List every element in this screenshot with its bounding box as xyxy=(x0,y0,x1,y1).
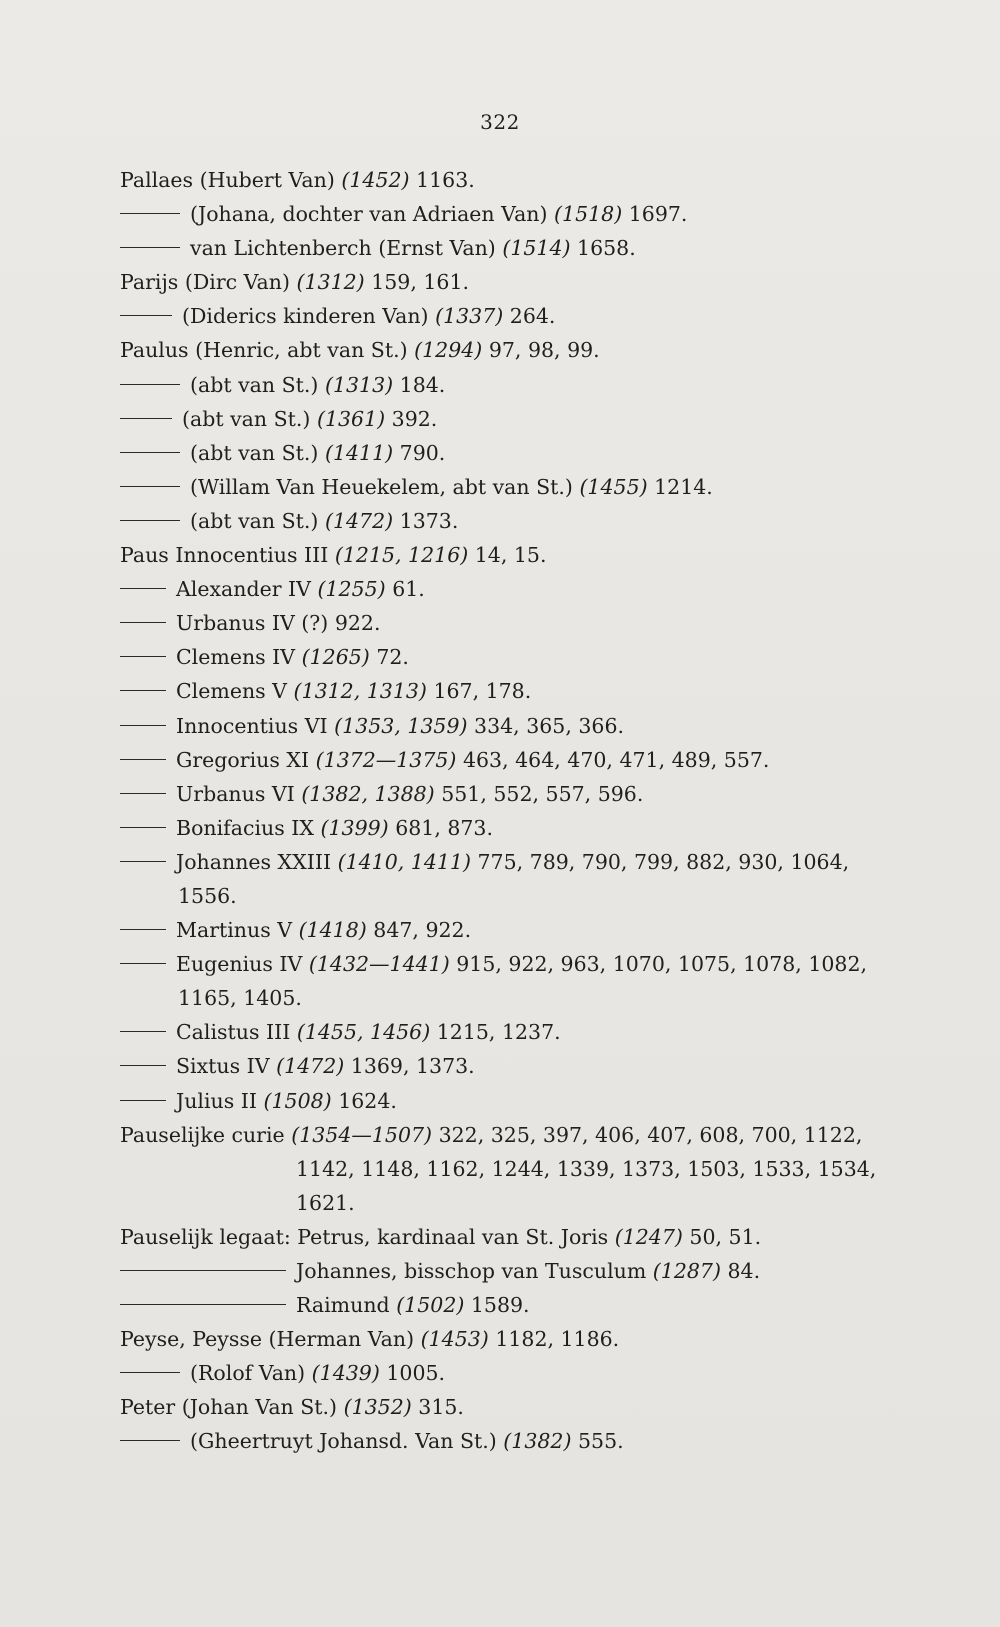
entry-name: Paus Innocentius III xyxy=(120,543,329,568)
entry-year: (1418) xyxy=(298,918,367,943)
entry-references: 915, 922, 963, 1070, 1075, 1078, 1082, xyxy=(456,952,868,977)
entry-references: 551, 552, 557, 596. xyxy=(441,781,644,806)
entry-name: Clemens V xyxy=(176,679,287,704)
entry-year: (1455, 1456) xyxy=(296,1020,431,1045)
entry-name: Peyse, Peysse (Herman Van) xyxy=(120,1327,415,1352)
entry-name: Parijs (Dirc Van) xyxy=(120,270,290,295)
index-entry xyxy=(120,1015,890,1049)
entry-year: (1215, 1216) xyxy=(334,543,469,568)
entry-year: (1313) xyxy=(324,372,394,397)
index-entry xyxy=(120,402,890,436)
entry-references-continued: 1142, 1148, 1162, 1244, 1339, 1373, 1503, 1533, 1534, xyxy=(296,1156,877,1181)
entry-references: 1658. xyxy=(577,236,636,261)
entry-references: 922. xyxy=(334,611,381,636)
entry-references: 1215, 1237. xyxy=(436,1020,561,1045)
index-entry xyxy=(120,1390,890,1424)
entry-references: 167, 178. xyxy=(433,679,532,704)
entry-references: 555. xyxy=(577,1429,624,1454)
entry-name: Raimund xyxy=(296,1293,390,1318)
repeat-dash xyxy=(120,690,166,691)
entry-references: 264. xyxy=(509,304,556,329)
entry-name: Calistus III xyxy=(176,1020,291,1045)
repeat-dash xyxy=(120,1100,166,1101)
entry-references: 72. xyxy=(376,645,409,670)
entry-year: (1399) xyxy=(320,815,389,840)
repeat-dash xyxy=(120,963,166,964)
entry-name: Peter (Johan Van St.) xyxy=(120,1395,338,1420)
entry-references: 1163. xyxy=(416,168,475,192)
repeat-dash xyxy=(120,315,172,316)
entry-references: 463, 464, 470, 471, 489, 557. xyxy=(462,747,770,772)
entry-year: (1382) xyxy=(503,1429,572,1454)
index-entry xyxy=(120,640,890,674)
entry-year: (1312, 1313) xyxy=(293,679,427,704)
entry-year: (1255) xyxy=(317,577,386,602)
entry-year: (1382, 1388) xyxy=(301,781,435,806)
repeat-dash xyxy=(120,759,166,760)
entry-name: (abt van St.) xyxy=(190,508,319,533)
entry-references: 790. xyxy=(399,440,446,465)
repeat-dash xyxy=(120,1304,286,1305)
entry-year: (1439) xyxy=(311,1361,380,1386)
entry-name: van Lichtenberch (Ernst Van) xyxy=(190,236,496,261)
repeat-dash xyxy=(120,1270,286,1271)
index-entry xyxy=(120,674,890,708)
entry-year: (1432—1441) xyxy=(308,952,450,977)
entry-year: (1247) xyxy=(614,1224,683,1249)
entry-references: 1589. xyxy=(470,1293,530,1318)
entry-year: (1518) xyxy=(554,202,623,227)
entry-name: (Willam Van Heuekelem, abt van St.) xyxy=(190,474,573,499)
entry-year: (1312) xyxy=(296,270,365,295)
entry-references: 392. xyxy=(391,406,438,431)
repeat-dash xyxy=(120,418,172,419)
index-entry xyxy=(120,572,890,606)
entry-references: 84. xyxy=(727,1259,761,1283)
entry-year: (1294) xyxy=(414,338,483,363)
index-entry xyxy=(120,845,890,913)
index-entry xyxy=(120,1424,890,1458)
entry-name: (Johana, dochter van Adriaen Van) xyxy=(190,202,548,227)
entry-references: 1182, 1186. xyxy=(495,1327,620,1352)
entry-name: Alexander IV xyxy=(176,577,311,602)
index-entry xyxy=(120,1118,890,1220)
index-entry xyxy=(120,1356,890,1390)
entry-name: Innocentius VI xyxy=(176,713,328,738)
entry-year: (1502) xyxy=(396,1293,465,1318)
entry-name: Eugenius IV xyxy=(176,952,303,977)
entry-year: (1352) xyxy=(343,1395,412,1420)
entry-references: 775, 789, 790, 799, 882, 930, 1064, xyxy=(477,849,850,874)
repeat-dash xyxy=(120,656,166,657)
entry-year: (1452) xyxy=(341,168,410,192)
entry-name: Clemens IV xyxy=(176,645,296,670)
entry-references-continued: 1621. xyxy=(296,1190,355,1215)
index-entry xyxy=(120,265,890,299)
entry-name: Martinus V xyxy=(176,918,293,943)
index-entry xyxy=(120,299,890,333)
entry-name: Johannes, bisschop van Tusculum xyxy=(296,1259,647,1283)
index-entry xyxy=(120,231,890,265)
entry-references: 847, 922. xyxy=(373,918,472,943)
entry-references: 315. xyxy=(418,1395,464,1420)
entry-year: (1287) xyxy=(652,1259,721,1283)
index-entry xyxy=(120,743,890,777)
repeat-dash xyxy=(120,725,166,726)
entry-name: Pallaes (Hubert Van) xyxy=(120,168,335,192)
index-entry xyxy=(120,1084,890,1118)
index-entries xyxy=(120,163,890,1459)
entry-name: (Gheertruyt Johansd. Van St.) xyxy=(190,1429,497,1454)
entry-year: (1508) xyxy=(263,1088,332,1113)
index-entry xyxy=(120,333,890,367)
entry-references: 50, 51. xyxy=(689,1224,762,1249)
entry-year: (1353, 1359) xyxy=(334,713,468,738)
entry-references: 1697. xyxy=(628,202,688,227)
entry-references: 1005. xyxy=(386,1361,446,1386)
entry-references: 14, 15. xyxy=(474,543,547,568)
index-entry xyxy=(120,1322,890,1356)
repeat-dash xyxy=(120,827,166,828)
entry-year: (1410, 1411) xyxy=(337,849,471,874)
entry-name: (abt van St.) xyxy=(182,406,311,431)
entry-references: 681, 873. xyxy=(395,815,493,840)
index-entry xyxy=(120,1288,890,1322)
entry-year: (1514) xyxy=(502,236,571,261)
entry-name: Bonifacius IX xyxy=(176,815,314,840)
repeat-dash xyxy=(120,929,166,930)
entry-name: (abt van St.) xyxy=(190,372,319,397)
index-entry xyxy=(120,436,890,470)
index-entry xyxy=(120,606,890,640)
entry-name: Johannes XXIII xyxy=(176,849,332,874)
entry-name: Pauselijke curie xyxy=(120,1122,285,1147)
entry-references: 184. xyxy=(399,372,446,397)
entry-name: Gregorius XI xyxy=(176,747,310,772)
entry-year: (1354—1507) xyxy=(291,1122,433,1147)
entry-references: 1624. xyxy=(338,1088,397,1113)
entry-name: Paulus (Henric, abt van St.) xyxy=(120,338,408,363)
entry-name: Urbanus IV (?) xyxy=(176,611,329,636)
repeat-dash xyxy=(120,452,180,453)
repeat-dash xyxy=(120,247,180,248)
repeat-dash xyxy=(120,861,166,862)
repeat-dash xyxy=(120,1065,166,1066)
entry-year: (1372—1375) xyxy=(315,747,457,772)
entry-references: 159, 161. xyxy=(371,270,470,295)
index-entry xyxy=(120,947,890,1015)
index-entry xyxy=(120,1049,890,1083)
index-entry xyxy=(120,913,890,947)
entry-name: Sixtus IV xyxy=(176,1054,270,1079)
repeat-dash xyxy=(120,622,166,623)
entry-year: (1265) xyxy=(301,645,370,670)
repeat-dash xyxy=(120,588,166,589)
repeat-dash xyxy=(120,486,180,487)
entry-references: 322, 325, 397, 406, 407, 608, 700, 1122, xyxy=(438,1122,863,1147)
index-entry xyxy=(120,538,890,572)
index-entry xyxy=(120,504,890,538)
entry-year: (1337) xyxy=(435,304,504,329)
entry-references-continued: 1556. xyxy=(178,883,237,908)
entry-name: Pauselijk legaat: Petrus, kardinaal van St. Joris xyxy=(120,1224,609,1249)
index-entry xyxy=(120,197,890,231)
index-entry xyxy=(120,470,890,504)
repeat-dash xyxy=(120,793,166,794)
index-entry xyxy=(120,368,890,402)
repeat-dash xyxy=(120,213,180,214)
index-entry xyxy=(120,811,890,845)
entry-year: (1453) xyxy=(420,1327,489,1352)
entry-references: 61. xyxy=(392,577,425,602)
entry-name: Urbanus VI xyxy=(176,781,295,806)
repeat-dash xyxy=(120,1031,166,1032)
index-entry xyxy=(120,1254,890,1288)
entry-name: (Diderics kinderen Van) xyxy=(182,304,429,329)
entry-year: (1361) xyxy=(316,406,386,431)
entry-name: (abt van St.) xyxy=(190,440,319,465)
entry-references-continued: 1165, 1405. xyxy=(178,986,302,1011)
entry-year: (1472) xyxy=(324,508,394,533)
entry-name: (Rolof Van) xyxy=(190,1361,306,1386)
index-entry xyxy=(120,1220,890,1254)
index-entry xyxy=(120,163,890,197)
entry-references: 334, 365, 366. xyxy=(474,713,625,738)
entry-references: 1214. xyxy=(654,474,713,499)
entry-year: (1472) xyxy=(276,1054,345,1079)
repeat-dash xyxy=(120,384,180,385)
repeat-dash xyxy=(120,1372,180,1373)
entry-name: Julius II xyxy=(176,1088,257,1113)
page-number: 322 xyxy=(480,110,520,134)
entry-references: 1373. xyxy=(399,508,459,533)
repeat-dash xyxy=(120,520,180,521)
index-entry xyxy=(120,709,890,743)
entry-references: 97, 98, 99. xyxy=(488,338,600,363)
repeat-dash xyxy=(120,1440,180,1441)
index-entry xyxy=(120,777,890,811)
entry-year: (1411) xyxy=(324,440,394,465)
entry-references: 1369, 1373. xyxy=(350,1054,475,1079)
entry-year: (1455) xyxy=(579,474,648,499)
